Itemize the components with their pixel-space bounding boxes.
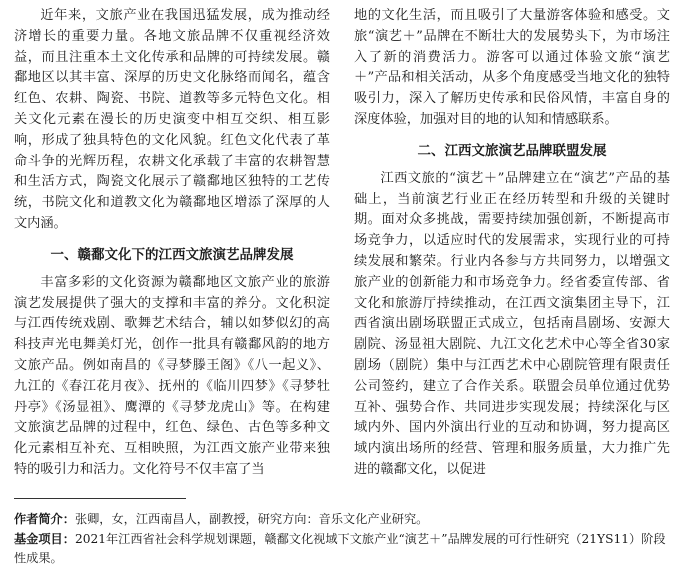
intro-paragraph: 近年来，文旅产业在我国迅猛发展，成为推动经济增长的重要力量。各地文旅品牌不仅重视经济效益，而且注重本土文化传承和品牌的可持续发展。赣鄱地区以其丰富、深厚的历史文化脉络而闻名，蕴含红色、农耕、陶瓷、书院、道教等多元特色文化。相关文化元素在漫长的历史演变中相互交织、相互影响，形成了独具特色的文化风貌。红色文化代表了革命斗争的光辉历程，农耕文化承载了丰富的农耕智慧和生活方式，陶瓷文化展示了赣鄱地区独特的工艺传统，书院文化和道教文化为赣鄱地区增添了深厚的人文内涵。 [14, 8, 330, 231]
author-note [14, 510, 670, 529]
footnote-divider [14, 498, 186, 499]
fund-label: 基金项目： [14, 532, 75, 546]
section1-paragraph: 丰富多彩的文化资源为赣鄱地区文旅产业的旅游演艺发展提供了强大的支撑和丰富的养分。文化积淀与江西传统戏剧、歌舞艺术结合，辅以如梦似幻的高科技声光电舞美灯光，创作一批具有赣鄱风韵的地方文旅产品。例如南昌的《寻梦滕王阁》《八一起义》、九江的《春江花月夜》、抚州的《临川四梦》《寻梦牡丹亭》《汤显祖》、鹰潭的《寻梦龙虎山》等。在构建文旅演艺品牌的过程中，红色、绿色、古色等多种文化元素相互补充、互相映照，为江西文旅产业带来独特的吸引力和活力。文化符号不仅丰富了当 [14, 274, 330, 477]
left-column [14, 6, 330, 481]
section2-heading: 二、江西文旅演艺品牌联盟发展 [417, 142, 607, 159]
footnotes [14, 510, 670, 569]
fund-text: 2021年江西省社会科学规划课题，赣鄱文化视域下文旅产业“演艺＋”品牌发展的可行性研究（21YS11）阶段性成果。 [14, 532, 666, 565]
continuation-paragraph: 地的文化生活，而且吸引了大量游客体验和感受。文旅“演艺＋”品牌在不断壮大的发展势头下，为市场注入了新的消费活力。游客可以通过体验文旅“演艺＋”产品和相关活动，从多个角度感受当地文化的独特吸引力，深入了解历史传承和民俗风情，丰富自身的深度体验，加强对目的地的认知和情感联系。 [354, 8, 670, 127]
author-label: 作者简介： [14, 512, 75, 526]
section2-paragraph: 江西文旅的“演艺＋”品牌建立在“演艺”产品的基础上，当前演艺行业正在经历转型和升级的关键时期。面对众多挑战，需要持续加强创新，不断提高市场竞争力，以适应时代的发展需求，实现行业的可持续发展和繁荣。行业内各参与方共同努力，以增强文旅产业的创新能力和市场竞争力。经省委宣传部、省文化和旅游厅持续推动，在江西文演集团主导下，江西省演出剧场联盟正式成立，包括南昌剧场、安源大剧院、汤显祖大剧院、九江文化艺术中心等全省30家剧场（剧院）集中与江西艺术中心剧院管理有限责任公司签约，建立了合作关系。联盟会员单位通过优势互补、强势合作、共同进步实现发展；持续深化与区域内外、国内外演出行业的互动和协调，努力提高区域内演出场所的经营、管理和服务质量，大力推广先进的赣鄱文化，以促进 [354, 170, 670, 477]
fund-note [14, 530, 670, 568]
author-text: 张卿，女，江西南昌人，副教授，研究方向：音乐文化产业研究。 [74, 512, 429, 526]
right-column [354, 6, 670, 481]
section1-heading: 一、赣鄱文化下的江西文旅演艺品牌发展 [50, 246, 294, 263]
